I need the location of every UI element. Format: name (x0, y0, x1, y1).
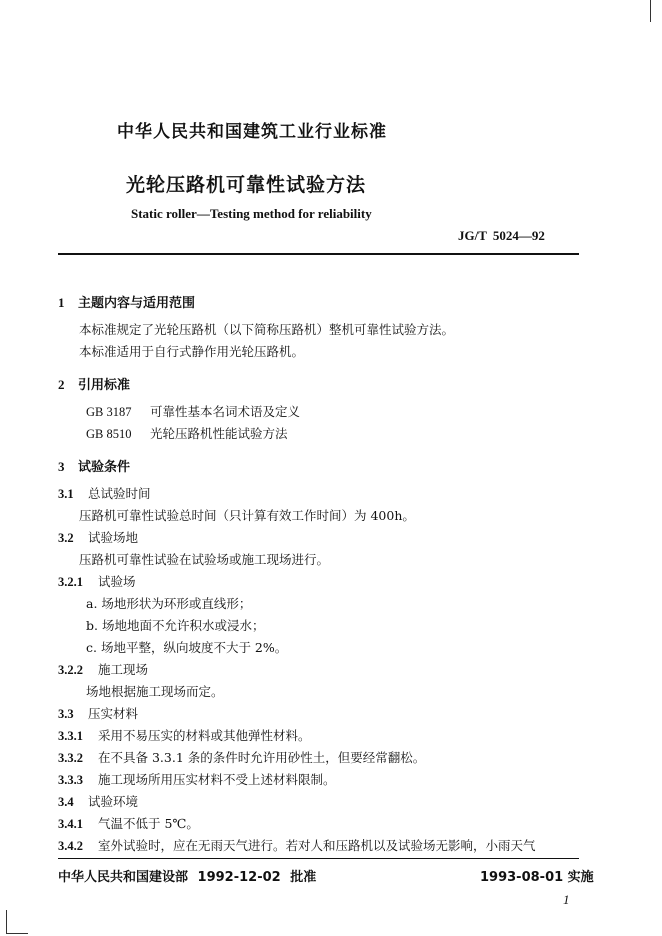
subsection-3-2-2 (58, 660, 148, 678)
subsection-title: 施工现场 (98, 662, 149, 677)
subsection-3-4-1 (58, 814, 199, 832)
reference-title: 可靠性基本名词术语及定义 (150, 404, 301, 419)
subsection-number: 3.3.2 (58, 751, 83, 765)
section-number: 3 (58, 459, 65, 474)
reference-title: 光轮压路机性能试验方法 (150, 426, 288, 441)
subsection-3-2 (58, 528, 138, 546)
crop-mark (650, 0, 651, 22)
subsection-number: 3.3.3 (58, 773, 83, 787)
subsection-3-1 (58, 484, 151, 502)
list-item: b. 场地地面不允许积水或浸水； (86, 618, 265, 633)
implementation-date: 1993-08-01 实施 (480, 870, 594, 885)
reference-item (86, 402, 300, 420)
paragraph: 压路机可靠性试验在试验场或施工现场进行。 (79, 552, 330, 567)
subsection-text: 在不具备 3.3.1 条的条件时允许用砂性土，但要经常翻松。 (98, 750, 426, 765)
subsection-title: 试验场地 (88, 530, 139, 545)
section-title: 引用标准 (78, 378, 131, 393)
section-title: 试验条件 (78, 460, 131, 475)
footer-rule (58, 858, 579, 859)
approval-line: 中华人民共和国建设部 1992-12-02 批准 (58, 870, 317, 885)
document-title-english: Static roller—Testing method for reliability (131, 206, 372, 221)
paragraph: 本标准适用于自行式静作用光轮压路机。 (79, 344, 305, 359)
subsection-3-4-2 (58, 836, 536, 854)
list-item: c. 场地平整，纵向坡度不大于 2%。 (86, 640, 288, 655)
paragraph: 本标准规定了光轮压路机（以下简称压路机）整机可靠性试验方法。 (79, 322, 455, 337)
subsection-text: 气温不低于 5℃。 (98, 816, 199, 831)
header-rule (58, 253, 579, 255)
reference-code: GB 3187 (86, 405, 132, 419)
subsection-number: 3.4.2 (58, 839, 83, 853)
subsection-number: 3.2 (58, 531, 74, 545)
subsection-title: 试验环境 (88, 794, 139, 809)
reference-item (86, 424, 288, 442)
paragraph: 压路机可靠性试验总时间（只计算有效工作时间）为 400h。 (79, 508, 415, 523)
subsection-number: 3.1 (58, 487, 74, 501)
subsection-number: 3.3 (58, 707, 74, 721)
subsection-text: 施工现场所用压实材料不受上述材料限制。 (98, 772, 336, 787)
section-1-heading (58, 292, 195, 311)
subsection-3-3-1 (58, 726, 311, 744)
subsection-title: 压实材料 (88, 706, 139, 721)
document-title: 光轮压路机可靠性试验方法 (126, 174, 367, 196)
subsection-number: 3.4.1 (58, 817, 83, 831)
subsection-text: 室外试验时，应在无雨天气进行。若对人和压路机以及试验场无影响，小雨天气 (98, 838, 536, 853)
crop-mark (6, 933, 28, 934)
subsection-title: 总试验时间 (88, 486, 151, 501)
subsection-number: 3.3.1 (58, 729, 83, 743)
standard-code: JG/T 5024—92 (458, 228, 545, 243)
subsection-3-2-1 (58, 572, 136, 590)
section-2-heading (58, 374, 130, 393)
paragraph: 场地根据施工现场而定。 (86, 684, 224, 699)
subsection-number: 3.4 (58, 795, 74, 809)
subsection-title: 试验场 (98, 574, 136, 589)
subsection-text: 采用不易压实的材料或其他弹性材料。 (98, 728, 311, 743)
section-title: 主题内容与适用范围 (78, 296, 196, 311)
list-item: a. 场地形状为环形或直线形； (86, 596, 252, 611)
subsection-number: 3.2.2 (58, 663, 83, 677)
subsection-3-3-2 (58, 748, 425, 766)
subsection-3-4 (58, 792, 138, 810)
reference-code: GB 8510 (86, 427, 132, 441)
section-number: 1 (58, 295, 65, 310)
page-number: 1 (563, 892, 570, 907)
section-number: 2 (58, 377, 65, 392)
standard-category: 中华人民共和国建筑工业行业标准 (117, 122, 387, 142)
subsection-3-3-3 (58, 770, 336, 788)
subsection-number: 3.2.1 (58, 575, 83, 589)
crop-mark (6, 910, 7, 934)
subsection-3-3 (58, 704, 138, 722)
section-3-heading (58, 456, 130, 475)
